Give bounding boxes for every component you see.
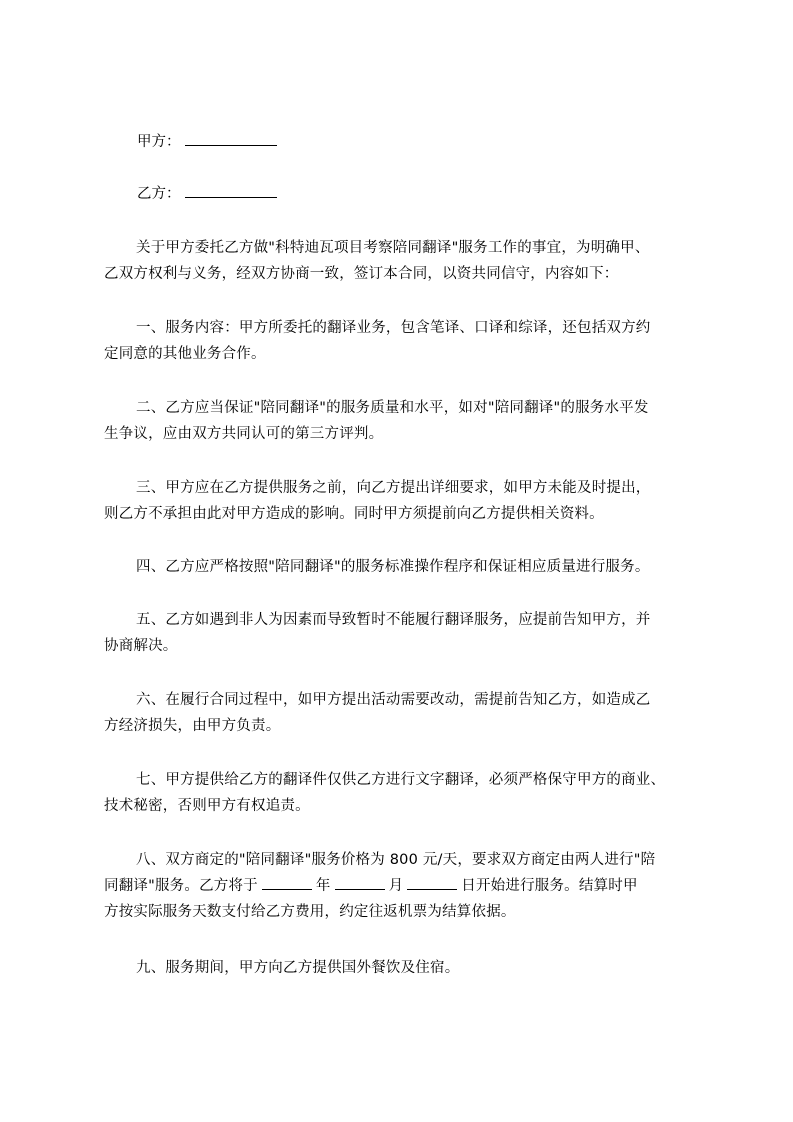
clause-7 (104, 767, 696, 819)
party-a-label: 甲方： (137, 134, 181, 150)
party-b-blank (185, 185, 277, 198)
clause-2-line-1: 二、乙方应当保证"陪同翻译"的服务质量和水平，如对"陪同翻译"的服务水平发 (136, 400, 649, 416)
clause-8-line-3: 方按实际服务天数支付给乙方费用，约定往返机票为结算依据。 (104, 904, 516, 920)
clause-7-line-1: 七、甲方提供给乙方的翻译件仅供乙方进行文字翻译，必须严格保守甲方的商业、 (136, 772, 666, 788)
clause-4 (104, 554, 696, 580)
clause-1-line-2: 定同意的其他业务合作。 (104, 346, 266, 362)
clause-5 (104, 607, 696, 659)
clause-1 (104, 315, 696, 367)
intro-line-2: 乙双方权利与义务，经双方协商一致，签订本合同，以资共同信守，内容如下： (104, 266, 619, 282)
clause-5-line-2: 协商解决。 (104, 638, 178, 654)
clause-5-line-1: 五、乙方如遇到非人为因素而导致暂时不能履行翻译服务，应提前告知甲方，并 (136, 612, 651, 628)
month-label: 月 (388, 878, 404, 894)
clause-6 (104, 687, 696, 739)
clause-8 (104, 847, 696, 925)
clause-6-line-1: 六、在履行合同过程中，如甲方提出活动需要改动，需提前告知乙方，如造成乙 (136, 692, 651, 708)
clause-3-line-2: 则乙方不承担由此对甲方造成的影响。同时甲方须提前向乙方提供相关资料。 (104, 506, 604, 522)
clause-4-line-1: 四、乙方应严格按照"陪同翻译"的服务标准操作程序和保证相应质量进行服务。 (136, 559, 650, 575)
month-blank (335, 877, 385, 890)
clause-1-line-1: 一、服务内容：甲方所委托的翻译业务，包含笔译、口译和综译，还包括双方约 (136, 320, 651, 336)
party-a-blank (185, 133, 277, 146)
clause-2 (104, 395, 696, 447)
day-blank (407, 877, 457, 890)
clause-9 (104, 955, 696, 981)
clause-8-line-2 (104, 873, 696, 899)
intro-paragraph (104, 235, 696, 287)
clause-8-line-2-prefix: 同翻译"服务。乙方将于 (104, 878, 258, 894)
party-b-line (137, 184, 277, 204)
party-a-line (137, 132, 277, 152)
clause-2-line-2: 生争议，应由双方共同认可的第三方评判。 (104, 426, 384, 442)
clause-3-line-1: 三、甲方应在乙方提供服务之前，向乙方提出详细要求，如甲方未能及时提出， (136, 480, 651, 496)
clause-6-line-2: 方经济损失，由甲方负责。 (104, 718, 281, 734)
day-suffix: 日开始进行服务。结算时甲 (461, 878, 638, 894)
clause-7-line-2: 技术秘密，否则甲方有权追责。 (104, 798, 310, 814)
year-label: 年 (315, 878, 331, 894)
party-b-label: 乙方： (137, 186, 181, 202)
year-blank (262, 877, 312, 890)
clause-8-line-1: 八、双方商定的"陪同翻译"服务价格为 800 元/天，要求双方商定由两人进行"陪 (136, 852, 656, 868)
clause-9-line-1: 九、服务期间，甲方向乙方提供国外餐饮及住宿。 (136, 960, 460, 976)
intro-line-1: 关于甲方委托乙方做"科特迪瓦项目考察陪同翻译"服务工作的事宜，为明确甲、 (136, 240, 650, 256)
clause-3 (104, 475, 696, 527)
